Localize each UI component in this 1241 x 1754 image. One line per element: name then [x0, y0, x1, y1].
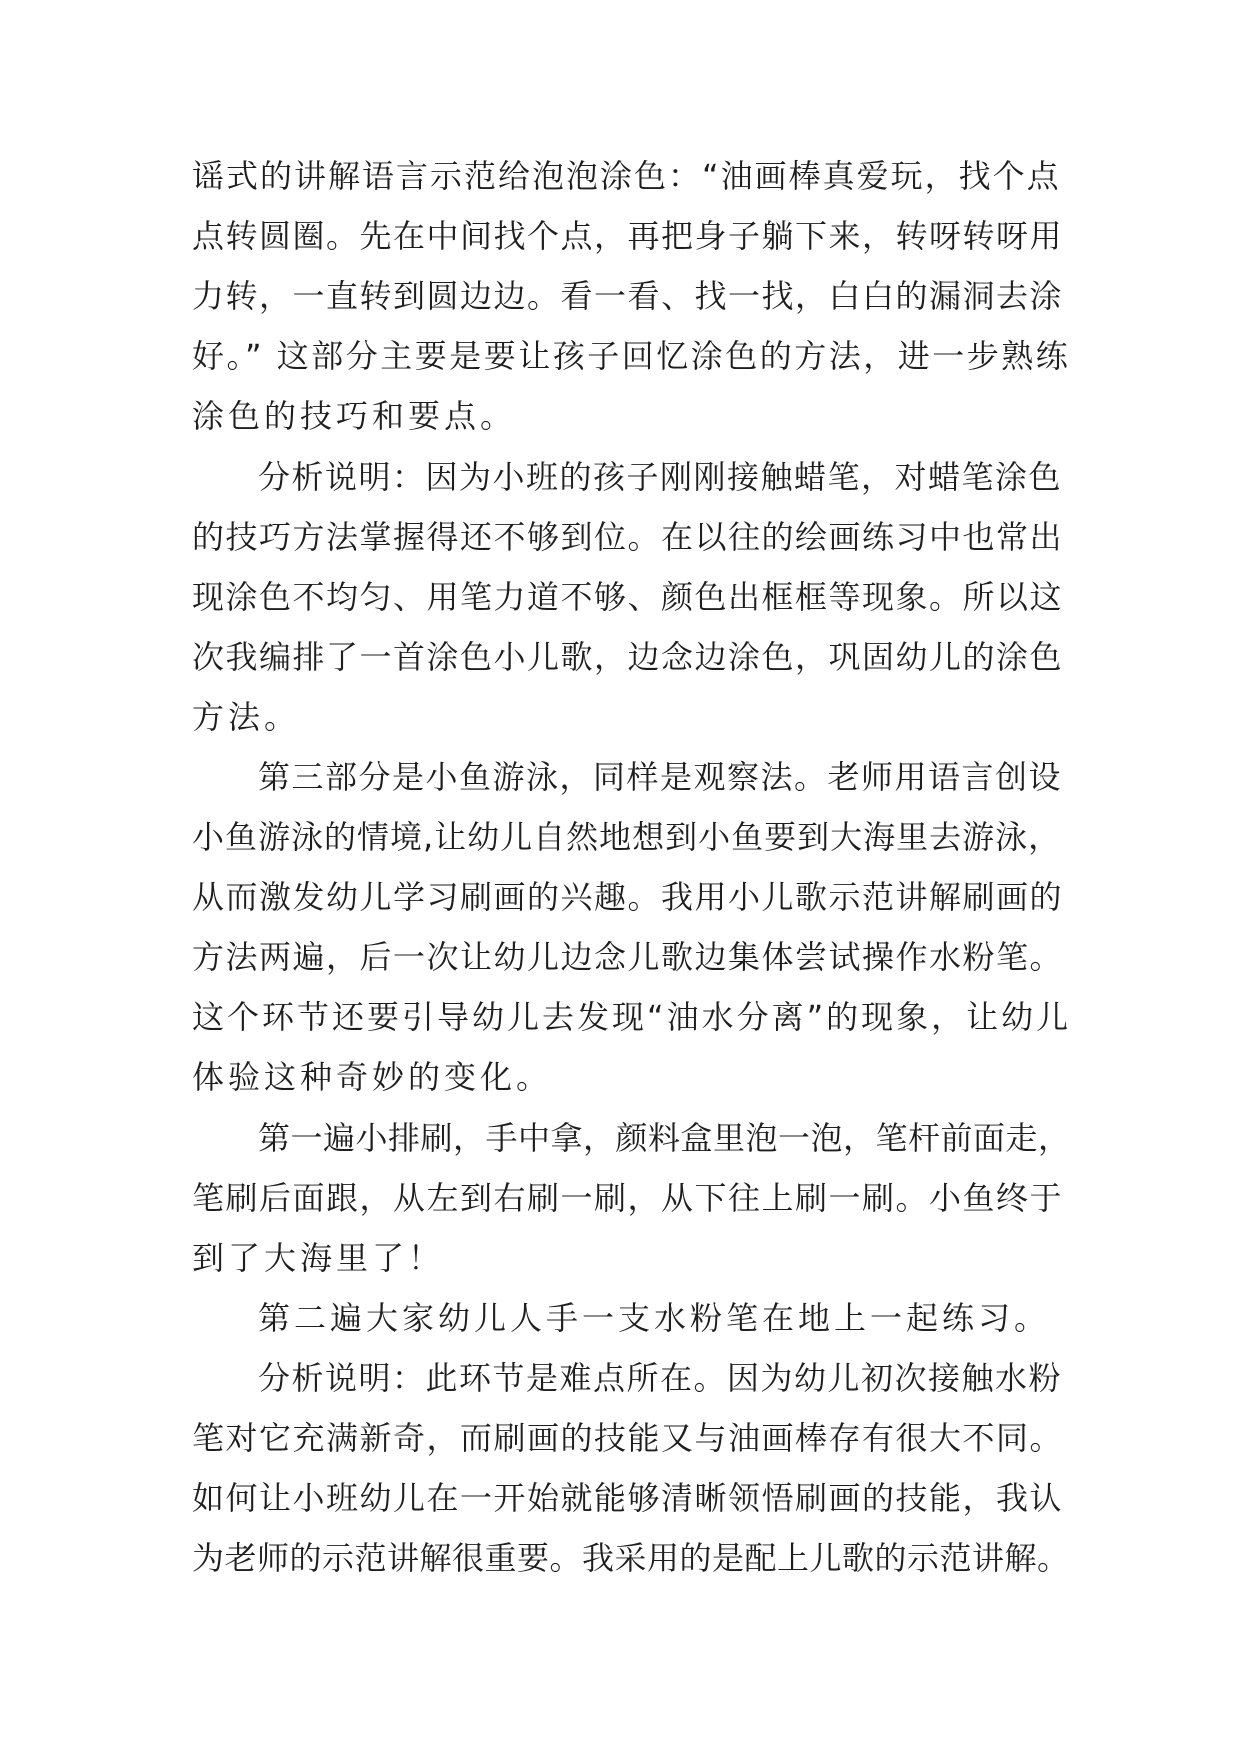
text-line: 笔对它充满新奇，而刷画的技能又与油画棒存有很大不同。: [192, 1419, 1064, 1457]
text-line: 次我编排了一首涂色小儿歌，边念边涂色，巩固幼儿的涂色: [192, 638, 1064, 676]
paragraph-first-line: 第二遍大家幼儿人手一支水粉笔在地上一起练习。: [258, 1299, 1051, 1337]
text-line: 方法两遍，后一次让幼儿边念儿歌边集体尝试操作水粉笔。: [192, 938, 1064, 976]
text-line: 点转圆圈。先在中间找个点，再把身子躺下来，转呀转呀用: [192, 217, 1064, 255]
text-line: 到了大海里了！: [192, 1239, 445, 1277]
paragraph-first-line: 第三部分是小鱼游泳，同样是观察法。老师用语言创设: [258, 758, 1063, 796]
text-line: 这个环节还要引导幼儿去发现“油水分离”的现象，让幼儿: [192, 998, 1072, 1036]
text-line: 谣式的讲解语言示范给泡泡涂色：“油画棒真爱玩，找个点: [192, 157, 1061, 195]
text-line: 好。” 这部分主要是要让孩子回忆涂色的方法，进一步熟练: [192, 337, 1071, 375]
text-line: 为老师的示范讲解很重要。我采用的是配上儿歌的示范讲解。: [192, 1539, 1070, 1577]
text-line: 方法。: [192, 698, 301, 736]
paragraph-first-line: 分析说明：此环节是难点所在。因为幼儿初次接触水粉: [258, 1359, 1063, 1397]
paragraph-first-line: 第一遍小排刷，手中拿，颜料盒里泡一泡，笔杆前面走，: [258, 1119, 1071, 1157]
text-line: 体验这种奇妙的变化。: [192, 1058, 553, 1096]
text-line: 力转，一直转到圆边边。看一看、找一找，白白的漏洞去涂: [192, 277, 1064, 315]
text-line: 如何让小班幼儿在一开始就能够清晰领悟刷画的技能，我认: [192, 1479, 1064, 1517]
text-line: 涂色的技巧和要点。: [192, 397, 517, 435]
paragraph-first-line: 分析说明：因为小班的孩子刚刚接触蜡笔，对蜡笔涂色: [258, 458, 1063, 496]
text-line: 的技巧方法掌握得还不够到位。在以往的绘画练习中也常出: [192, 518, 1064, 556]
text-line: 现涂色不均匀、用笔力道不够、颜色出框框等现象。所以这: [192, 578, 1064, 616]
text-line: 小鱼游泳的情境,让幼儿自然地想到小鱼要到大海里去游泳，: [192, 818, 1062, 856]
text-line: 从而激发幼儿学习刷画的兴趣。我用小儿歌示范讲解刷画的: [192, 878, 1064, 916]
text-line: 笔刷后面跟，从左到右刷一刷，从下往上刷一刷。小鱼终于: [192, 1179, 1064, 1217]
